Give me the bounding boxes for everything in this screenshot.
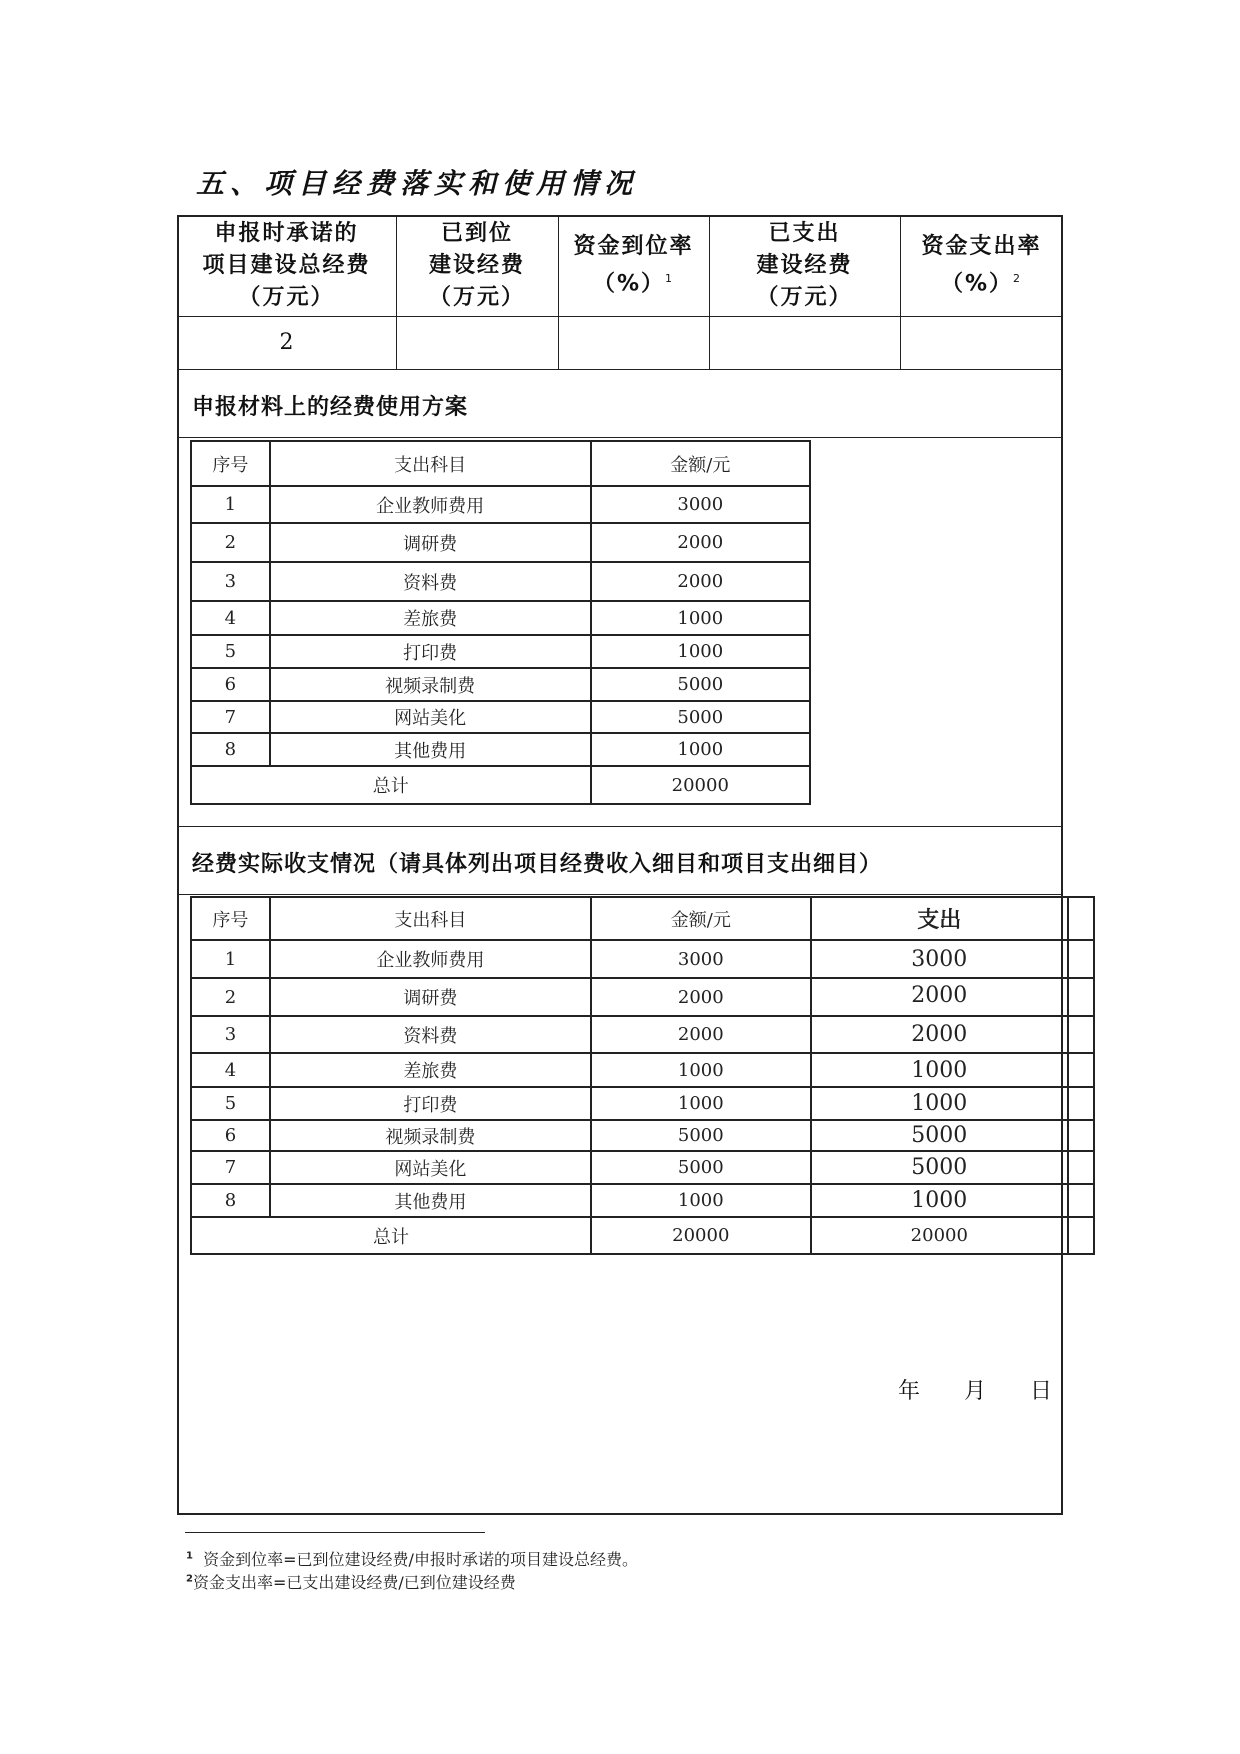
empty-cell	[1068, 1184, 1094, 1217]
cell-index: 5	[191, 1087, 270, 1120]
footnote-text: 资金到位率=已到位建设经费/申报时承诺的项目建设总经费。	[203, 1550, 638, 1569]
cell-item: 视频录制费	[270, 1120, 591, 1151]
cell-item: 资料费	[270, 1016, 591, 1053]
received-funds-value[interactable]	[396, 316, 558, 369]
column-header-item: 支出科目	[270, 897, 591, 940]
receipt-rate-value[interactable]	[558, 316, 709, 369]
cell-index: 3	[191, 1016, 270, 1053]
footnote-mark: 2	[1013, 271, 1023, 285]
cell-spent: 1000	[811, 1087, 1068, 1120]
plan-section-label: 申报材料上的经费使用方案	[192, 395, 469, 420]
empty-cell	[1068, 1053, 1094, 1087]
cell-amount: 5000	[591, 668, 810, 701]
divider	[177, 826, 1063, 827]
empty-cell	[1068, 1120, 1094, 1151]
table-row	[191, 978, 1094, 1016]
cell-index: 5	[191, 635, 270, 668]
cell-spent: 2000	[811, 978, 1068, 1016]
cell-item: 其他费用	[270, 1184, 591, 1217]
table-row	[191, 1184, 1094, 1217]
table-row	[191, 1151, 1094, 1184]
committed-funds-value[interactable]: 2	[279, 330, 294, 355]
cell-amount: 3000	[591, 940, 811, 978]
cell-amount: 2000	[591, 1016, 811, 1053]
cell-spent: 2000	[811, 1016, 1068, 1053]
cell-amount: 5000	[591, 1120, 811, 1151]
cell-item: 企业教师费用	[270, 486, 591, 523]
empty-cell	[1068, 978, 1094, 1016]
cell-amount: 2000	[591, 562, 810, 601]
cell-index: 4	[191, 1053, 270, 1087]
cell-amount: 2000	[591, 978, 811, 1016]
header-line: 建设经费	[428, 252, 525, 278]
cell-item: 视频录制费	[270, 668, 591, 701]
signature-date	[898, 1374, 1052, 1405]
cell-index: 7	[191, 701, 270, 733]
table-row	[191, 733, 810, 766]
header-spending-rate	[900, 215, 1063, 316]
total-label: 总计	[191, 766, 591, 804]
cell-item: 调研费	[270, 978, 591, 1016]
header-line: 项目建设总经费	[202, 252, 371, 278]
header-committed-funds	[177, 215, 396, 316]
table-total-row	[191, 1217, 1094, 1254]
cell-index: 2	[191, 523, 270, 562]
cell-index: 2	[191, 978, 270, 1016]
table-row	[191, 523, 810, 562]
cell-spent: 1000	[811, 1184, 1068, 1217]
column-header-amount: 金额/元	[591, 897, 811, 940]
actual-table	[190, 896, 1095, 1255]
spending-rate-value[interactable]	[900, 316, 1063, 369]
divider	[177, 437, 1063, 438]
date-year: 年	[898, 1379, 921, 1404]
footnote-mark: 2	[186, 1573, 193, 1585]
footnote-1	[186, 1547, 638, 1570]
cell-amount: 1000	[591, 1053, 811, 1087]
header-received-funds	[396, 215, 558, 316]
cell-amount: 5000	[591, 701, 810, 733]
cell-item: 打印费	[270, 635, 591, 668]
empty-cell	[1068, 1016, 1094, 1053]
empty-cell	[1068, 1151, 1094, 1184]
date-day: 日	[1030, 1379, 1053, 1404]
header-spent-funds	[709, 215, 900, 316]
header-receipt-rate	[558, 215, 709, 316]
column-header-amount: 金额/元	[591, 441, 810, 486]
column-header-spent: 支出	[811, 897, 1068, 940]
cell-item: 打印费	[270, 1087, 591, 1120]
total-label: 总计	[191, 1217, 591, 1254]
cell-spent: 3000	[811, 940, 1068, 978]
header-line: （万元）	[756, 284, 853, 310]
cell-item: 差旅费	[270, 601, 591, 635]
cell-index: 6	[191, 668, 270, 701]
column-header-item: 支出科目	[270, 441, 591, 486]
table-row	[191, 1016, 1094, 1053]
cell-item: 其他费用	[270, 733, 591, 766]
table-row	[191, 635, 810, 668]
divider	[177, 369, 1063, 370]
total-spent: 20000	[811, 1217, 1068, 1254]
cell-index: 1	[191, 940, 270, 978]
header-line: 建设经费	[756, 252, 853, 278]
table-row	[191, 701, 810, 733]
actual-section-label: 经费实际收支情况（请具体列出项目经费收入细目和项目支出细目）	[192, 852, 883, 877]
cell-index: 8	[191, 733, 270, 766]
cell-item: 网站美化	[270, 701, 591, 733]
cell-index: 1	[191, 486, 270, 523]
header-line: （万元）	[428, 284, 525, 310]
empty-cell	[1068, 897, 1094, 940]
header-line: 申报时承诺的	[214, 220, 359, 246]
table-row	[191, 486, 810, 523]
cell-amount: 1000	[591, 635, 810, 668]
footnote-2	[186, 1570, 516, 1593]
total-value: 20000	[591, 1217, 811, 1254]
spent-funds-value[interactable]	[709, 316, 900, 369]
cell-index: 3	[191, 562, 270, 601]
table-row	[191, 601, 810, 635]
cell-index: 7	[191, 1151, 270, 1184]
cell-index: 8	[191, 1184, 270, 1217]
column-header-index: 序号	[191, 441, 270, 486]
footnote-mark: 1	[665, 271, 675, 285]
divider	[177, 894, 1063, 895]
table-row	[191, 562, 810, 601]
footnote-rule	[185, 1532, 485, 1533]
table-header-row	[191, 441, 810, 486]
cell-index: 6	[191, 1120, 270, 1151]
cell-item: 网站美化	[270, 1151, 591, 1184]
cell-item: 差旅费	[270, 1053, 591, 1087]
table-row	[191, 1120, 1094, 1151]
table-row	[191, 940, 1094, 978]
footnote-mark: 1	[186, 1550, 193, 1562]
cell-amount: 1000	[591, 733, 810, 766]
table-row	[191, 1053, 1094, 1087]
cell-amount: 5000	[591, 1151, 811, 1184]
empty-cell	[1068, 1217, 1094, 1254]
cell-spent: 1000	[811, 1053, 1068, 1087]
cell-amount: 1000	[591, 1087, 811, 1120]
cell-amount: 2000	[591, 523, 810, 562]
cell-amount: 1000	[591, 601, 810, 635]
table-header-row	[191, 897, 1094, 940]
header-line: 已支出	[768, 220, 841, 246]
header-line: （万元）	[238, 284, 335, 310]
header-line: 资金到位率	[573, 233, 694, 259]
cell-spent: 5000	[811, 1120, 1068, 1151]
footnote-text: 资金支出率=已支出建设经费/已到位建设经费	[192, 1573, 516, 1592]
total-value: 20000	[591, 766, 810, 804]
cell-amount: 1000	[591, 1184, 811, 1217]
plan-table	[190, 440, 811, 805]
cell-item: 资料费	[270, 562, 591, 601]
cell-spent: 5000	[811, 1151, 1068, 1184]
section-title: 五、项目经费落实和使用情况	[196, 167, 639, 200]
date-month: 月	[964, 1379, 987, 1404]
column-header-index: 序号	[191, 897, 270, 940]
cell-index: 4	[191, 601, 270, 635]
header-line: （%）	[592, 271, 666, 297]
cell-amount: 3000	[591, 486, 810, 523]
table-row	[191, 668, 810, 701]
cell-item: 调研费	[270, 523, 591, 562]
cell-item: 企业教师费用	[270, 940, 591, 978]
header-line: 资金支出率	[921, 233, 1042, 259]
header-line: （%）	[940, 271, 1014, 297]
empty-cell	[1068, 940, 1094, 978]
header-line: 已到位	[440, 220, 513, 246]
empty-cell	[1068, 1087, 1094, 1120]
table-total-row	[191, 766, 810, 804]
table-row	[191, 1087, 1094, 1120]
